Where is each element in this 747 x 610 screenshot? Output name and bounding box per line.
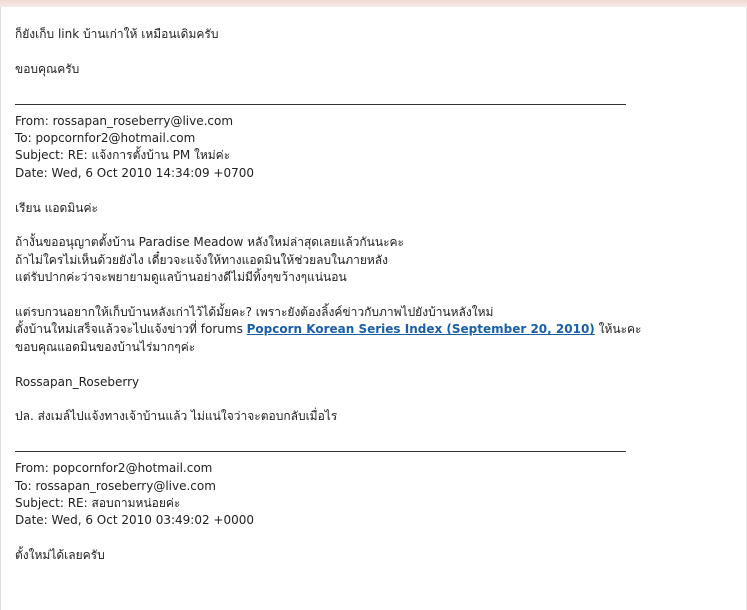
quote-1-para1-line: ถ้าไม่ใครไม่เห็นด้วยยังไง เดี๋ยวจะแจ้งให้ทางแอดมินให้ช่วยลบในภายหลัง [15,252,389,267]
blank-line [15,426,727,443]
quote-1-para2-line: แต่รบกวนอยากให้เก็บบ้านหลังเก่าไว้ได้มั้ยคะ? เพราะยังต้องลิ้งค์ข่าวกับภาพไปยังบ้านหลังใหม่ [15,305,494,320]
quote-1-para1-line: แต่รับปากค่ะว่าจะพยายามดูแลบ้านอย่างดีไม่มีทิ้งๆขว้างๆแน่นอน [15,270,347,285]
quote-2-from: From: popcornfor2@hotmail.com [15,461,213,476]
link-suffix-text: ให้นะคะ [594,322,642,337]
blank-line [15,43,727,60]
blank-line [15,217,727,234]
quote-1-para2-link-line [15,321,727,338]
thanks-line: ขอบคุณครับ [15,61,80,76]
quote-2-to: To: rossapan_roseberry@live.com [15,478,216,493]
quote-1-signature: Rossapan_Roseberry [15,374,140,389]
blank-line [15,78,727,95]
blank-line [15,356,727,373]
intro-line: ก็ยังเก็บ link บ้านเก่าให้ เหมือนเดิมครับ [15,27,219,41]
top-band [0,0,747,7]
quote-separator [15,104,626,105]
message-body [15,26,727,565]
quote-separator [15,451,626,452]
left-border [0,7,1,610]
quote-1-ps: ปล. ส่งเมล์ไปแจ้งทางเจ้าบ้านแล้ว ไม่แน่ใจว่าจะตอบกลับเมื่อไร [15,409,338,424]
blank-line [15,391,727,408]
link-prefix-text: ตั้งบ้านใหม่เสร็จแล้วจะไปแจ้งข่าวที่ forums [15,322,247,337]
blank-line [15,530,727,547]
quote-1-subject: Subject: RE: แจ้งการตั้งบ้าน PM ใหม่ค่ะ [15,148,231,163]
quote-1-from: From: rossapan_roseberry@live.com [15,113,234,128]
forum-index-link[interactable]: Popcorn Korean Series Index (September 20, 2010) [246,322,595,337]
quote-1-to: To: popcornfor2@hotmail.com [15,131,196,145]
quote-2-subject: Subject: RE: สอบถามหน่อยค่ะ [15,496,181,511]
quote-1-date: Date: Wed, 6 Oct 2010 14:34:09 +0700 [15,165,254,180]
blank-line [15,287,727,304]
quote-1-para2-line: ขอบคุณแอดมินของบ้านไร่มากๆค่ะ [15,339,196,354]
quote-2-body: ตั้งใหม่ได้เลยครับ [15,548,105,563]
quote-2-date: Date: Wed, 6 Oct 2010 03:49:02 +0000 [15,513,254,528]
quote-1-greeting: เรียน แอดมินค่ะ [15,200,98,215]
blank-line [15,182,727,199]
quote-1-para1-line: ถ้างั้นขออนุญาตตั้งบ้าน Paradise Meadow หลังใหม่ล่าสุดเลยแล้วกันนะคะ [15,235,404,250]
